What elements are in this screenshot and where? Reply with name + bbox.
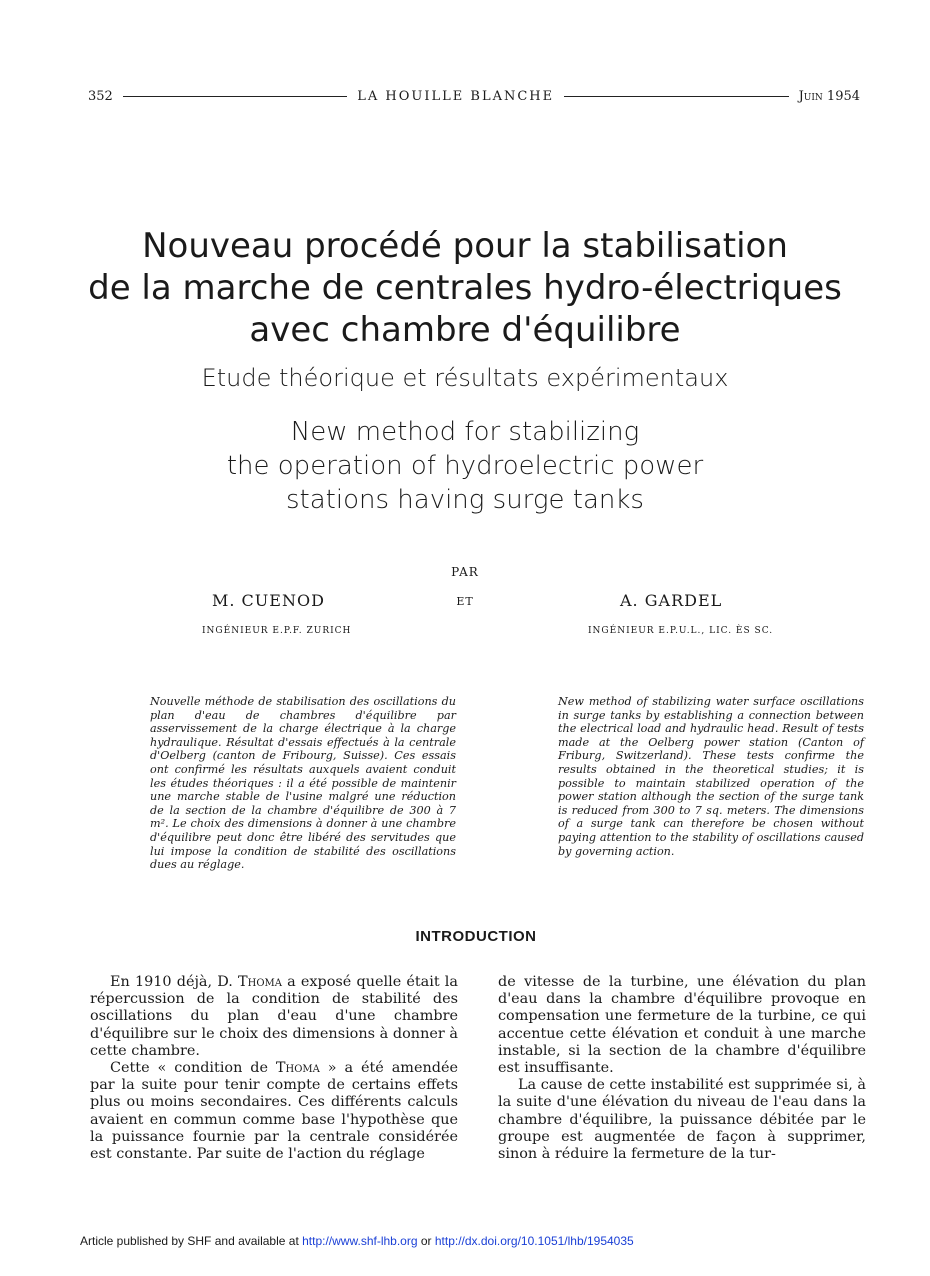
affiliation-cuenod: INGÉNIEUR E.P.F. ZURICH bbox=[202, 626, 352, 636]
p1-name: Thoma bbox=[238, 974, 282, 990]
author-gardel: A. GARDEL bbox=[620, 591, 723, 610]
title-fr-line-1: Nouveau procédé pour la stabilisation bbox=[142, 226, 788, 266]
abstract-english: New method of stabilizing water surface oscillations in surge tanks by establishing a connection between the electrical load and hydraulic head. Result of tests made at the Oelberg power station (Canton of Friburg, Switzerland). These tests confirme the results obtained in the theoretical studies; it is possible to maintain stabilized operation of the power station although the section of the surge tank is reduced from 300 to 7 sq. meters. The dimensions of a surge tank can therefore be chosen without paying attention to the stability of oscillations caused by governing action. bbox=[558, 695, 864, 858]
affiliation-gardel: INGÉNIEUR E.P.U.L., LIC. ÈS SC. bbox=[588, 626, 774, 636]
body-column-right bbox=[498, 974, 866, 1163]
journal-name: LA HOUILLE BLANCHE bbox=[357, 88, 555, 104]
title-block bbox=[40, 225, 890, 517]
paragraph-2 bbox=[90, 1060, 458, 1163]
paragraph-4: La cause de cette instabilité est supprimée si, à la suite d'une élévation du niveau de l'eau dans la chambre d'équilibre, la puissance débitée par le groupe est augmentée de façon à supprimer, sinon à réduire la fermeture de la tur- bbox=[498, 1077, 866, 1163]
p2-text-b: » a été amendée par la suite pour tenir compte de certains effets plus ou moins secondaires. Ces différents calculs avaient en commun comme base l'hypothèse que la puissance fournie par la centrale considérée est constante. Par suite de l'action du réglage bbox=[90, 1060, 458, 1163]
page-number: 352 bbox=[88, 88, 113, 104]
paragraph-3: de vitesse de la turbine, une élévation du plan d'eau dans la chambre d'équilibre provoque en compensation une fermeture de la turbine, ce qui accentue cette élévation et conduit à une marche instable, si la section de la chambre d'équilibre est insuffisante. bbox=[498, 974, 866, 1077]
section-heading-introduction: INTRODUCTION bbox=[415, 928, 537, 945]
footer-text-a: Article published by SHF and available at bbox=[80, 1234, 303, 1248]
title-en-line-1: New method for stabilizing bbox=[290, 417, 640, 447]
par-label: PAR bbox=[451, 565, 479, 579]
p1-text-b: a exposé quelle était la répercussion de la condition de stabilité des oscillations du plan d'eau d'une chambre d'équilibre sur le choix des dimensions à donner à cette chambre. bbox=[90, 974, 458, 1059]
title-en-line-3: stations having surge tanks bbox=[286, 485, 644, 515]
issue-date: Juin 1954 bbox=[798, 88, 861, 104]
abstract-french: Nouvelle méthode de stabilisation des oscillations du plan d'eau de chambres d'équilibre par asservissement de la charge électrique à la charge hydraulique. Résultat d'essais effectués à la centrale d'Oelberg (canton de Fribourg, Suisse). Ces essais ont confirmé les résultats auxquels avaient conduit les études théoriques : il a été possible de maintenir une marche stable de l'usine malgré une réduction de la section de la chambre d'équilibre de 300 à 7 m². Le choix des dimensions à donner à une chambre d'équilibre peut donc être libéré des servitudes que lui impose la condition de stabilité des oscillations dues au réglage. bbox=[150, 695, 456, 872]
body-column-left bbox=[90, 974, 458, 1163]
title-fr-line-3: avec chambre d'équilibre bbox=[249, 310, 681, 350]
footer-text-b: or bbox=[417, 1234, 435, 1248]
author-cuenod: M. CUENOD bbox=[212, 591, 325, 610]
title-french bbox=[40, 225, 890, 351]
title-fr-line-2: de la marche de centrales hydro-électriques bbox=[88, 268, 842, 308]
p2-name: Thoma bbox=[275, 1060, 320, 1077]
title-english bbox=[40, 415, 890, 517]
et-label: ET bbox=[456, 595, 474, 608]
running-head bbox=[88, 86, 860, 106]
authors-block bbox=[0, 565, 930, 645]
paragraph-1 bbox=[90, 974, 458, 1060]
header-rule-right bbox=[564, 96, 788, 97]
p2-text-a: Cette « condition de bbox=[110, 1060, 276, 1077]
footer-notice bbox=[80, 1234, 634, 1248]
footer-link-shf[interactable]: http://www.shf-lhb.org bbox=[302, 1234, 418, 1248]
footer-link-doi[interactable]: http://dx.doi.org/10.1051/lhb/1954035 bbox=[434, 1234, 634, 1248]
title-en-line-2: the operation of hydroelectric power bbox=[226, 451, 704, 481]
p1-text-a: En 1910 déjà, D. bbox=[110, 974, 239, 990]
subtitle-french: Etude théorique et résultats expérimentaux bbox=[201, 364, 729, 392]
header-rule-left bbox=[123, 96, 347, 97]
